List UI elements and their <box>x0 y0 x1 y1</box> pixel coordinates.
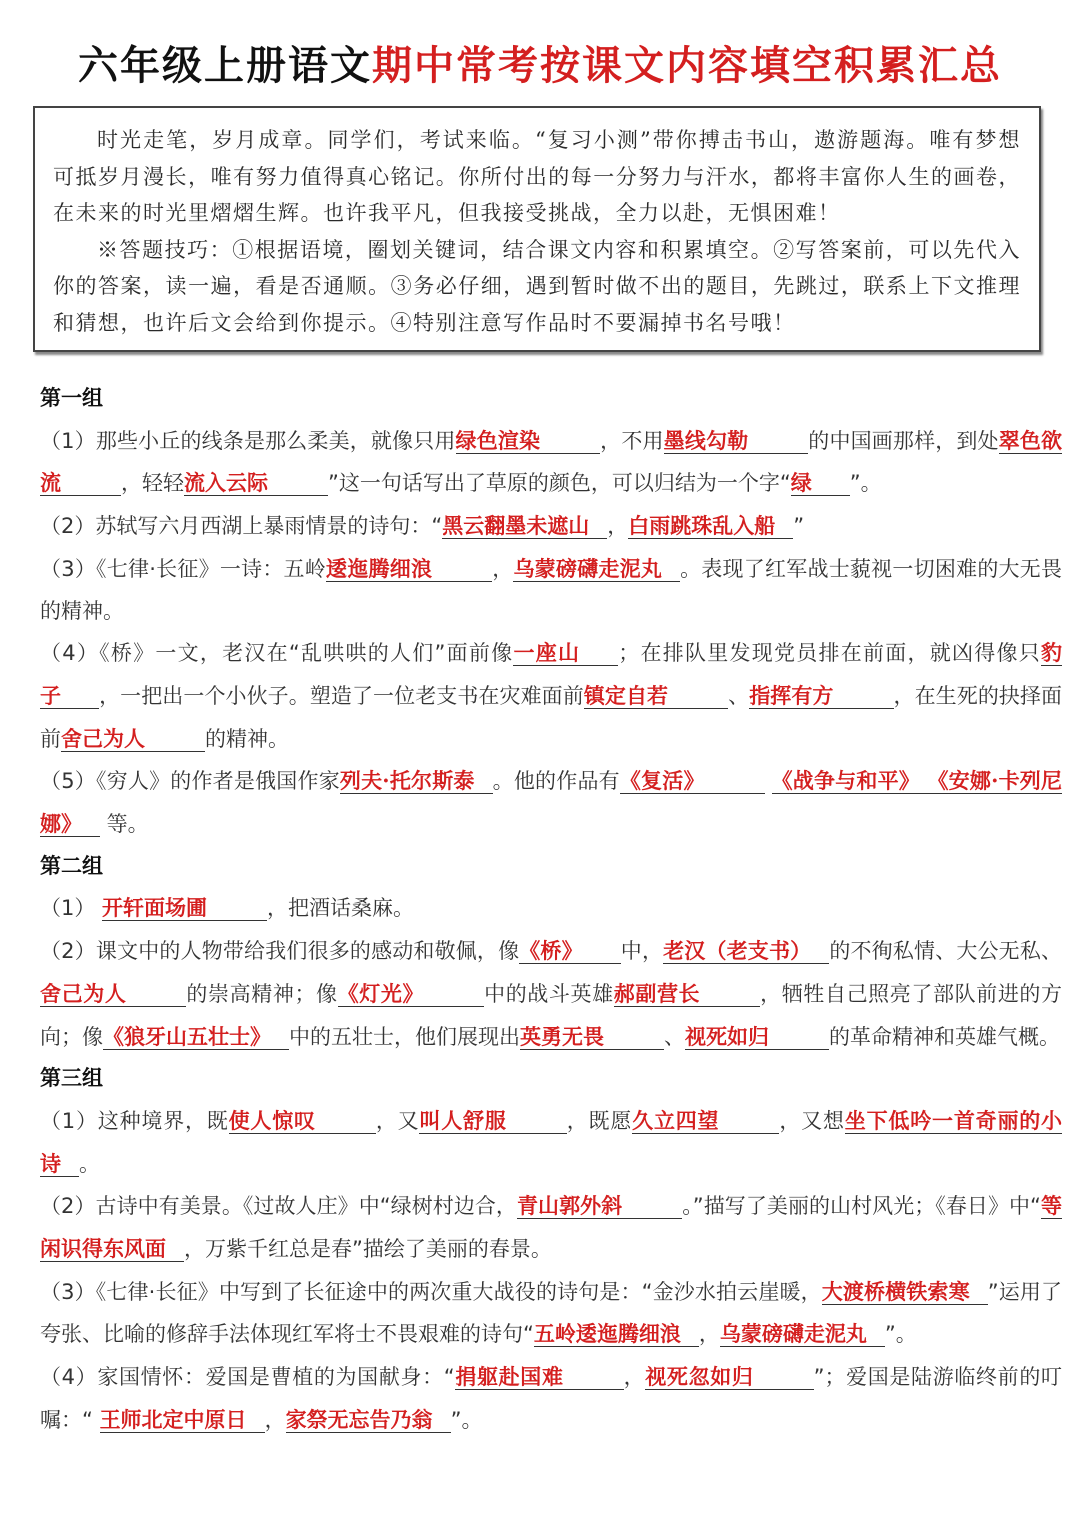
question-text: （1） <box>40 896 103 921</box>
answer-blank: 青山郭外斜 <box>517 1193 682 1219</box>
answer-blank: 使人惊叹 <box>229 1108 376 1134</box>
question <box>40 548 1062 632</box>
question-text: ，牺牲自己照亮了部队前进的方向；像 <box>40 981 1063 1049</box>
answer-blank: 老汉（老支书） <box>663 938 829 964</box>
question <box>40 1185 1062 1270</box>
question-text: （1）那些小丘的线条是那么柔美，就像只用 <box>40 428 456 453</box>
question-text: （3）《七律·长征》一诗：五岭 <box>40 556 327 581</box>
question-text: ”。 <box>450 1407 483 1432</box>
answer-blank: 叫人舒服 <box>419 1108 566 1134</box>
question-text: ，万紫千红总是春”描绘了美丽的春景。 <box>184 1237 552 1262</box>
answer-blank: 视死忽如归 <box>645 1364 813 1390</box>
question-text: 的崇高精神；像 <box>186 981 338 1006</box>
question-text: 。”描写了美丽的山村风光；《春日》中“ <box>682 1194 1041 1219</box>
answer-blank: 英勇无畏 <box>520 1024 664 1050</box>
question-text: 的中国画那样，到处 <box>808 428 999 453</box>
question <box>40 632 1062 760</box>
question-text: ”；爱国是陆游临终前的叮嘱：“ <box>40 1365 1062 1432</box>
answer-blank: 《战争与和平》 <box>772 768 938 794</box>
question-text: ，轻轻 <box>121 471 184 496</box>
question-text: ”这一句话写出了草原的颜色，可以归结为一个字“ <box>328 471 791 496</box>
answer-blank: 舍己为人 <box>40 981 186 1007</box>
title-red: 期中常考按课文内容填空积累汇总 <box>372 43 1002 89</box>
question-text: 、 <box>664 1024 685 1049</box>
question-text: 的不徇私情、大公无私、 <box>829 939 1063 964</box>
question-text: ， <box>607 514 629 539</box>
question-text: ，把酒话桑麻。 <box>267 896 415 921</box>
question-text: 的革命精神和英雄气概。 <box>829 1024 1060 1049</box>
answer-blank: 《狼牙山五壮士》 <box>103 1024 289 1050</box>
answer-blank: 绿 <box>791 470 850 496</box>
question-text: ；在排队里发现党员排在前面，就凶得像只 <box>618 641 1042 666</box>
answer-blank: 《桥》 <box>519 938 621 964</box>
question-text: ，又想 <box>779 1108 845 1133</box>
question <box>40 887 1062 930</box>
answer-blank: 翠色欲流 <box>40 427 1063 496</box>
question-text: ，在生死的抉择面前 <box>40 683 1063 751</box>
answer-blank: 豹子 <box>40 640 1063 708</box>
answer-blank: 镇定自若 <box>584 683 728 709</box>
answer-blank: 白雨跳珠乱入船 <box>628 513 793 539</box>
answer-blank: 乌蒙磅礴走泥丸 <box>513 556 680 582</box>
answer-blank: 墨线勾勒 <box>664 428 809 454</box>
question-text: 、 <box>728 683 750 708</box>
answer-blank: 黑云翻墨未遮山 <box>442 513 607 539</box>
answer-blank: 《安娜·卡列尼娜》 <box>40 768 1063 837</box>
answer-blank: 郝副营长 <box>614 981 760 1007</box>
question-text: （5）《穷人》的作者是俄国作家 <box>40 769 340 794</box>
question-text: 的精神。 <box>205 726 289 751</box>
question-text: 中的战斗英雄 <box>484 981 614 1006</box>
answer-blank: 《灯光》 <box>338 981 484 1007</box>
question-text: ， <box>264 1407 286 1432</box>
group-title: 第二组 <box>40 853 103 878</box>
question-text: ” <box>793 514 805 539</box>
question-text: 等。 <box>100 812 149 837</box>
answer-blank: 一座山 <box>513 640 618 666</box>
answer-blank: 舍己为人 <box>61 726 205 752</box>
answer-blank: 开轩面场圃 <box>102 895 267 921</box>
answer-blank: 流入云际 <box>184 470 328 496</box>
answer-blank: 视死如归 <box>685 1024 829 1050</box>
answer-blank: 大渡桥横铁索寒 <box>822 1279 988 1305</box>
question <box>40 930 1062 1058</box>
answer-blank: 久立四望 <box>632 1108 779 1134</box>
answer-blank: 乌蒙磅礴走泥丸 <box>720 1321 885 1347</box>
answer-blank: 五岭逶迤腾细浪 <box>534 1321 699 1347</box>
question-text: ， <box>698 1322 720 1347</box>
question-text: ，又 <box>375 1108 420 1133</box>
question-text: （4）《桥》一文，老汉在“乱哄哄的人们”面前像 <box>40 641 514 666</box>
question <box>40 1356 1062 1441</box>
answer-blank: 绿色渲染 <box>456 428 601 454</box>
question-text: ”。 <box>884 1322 917 1347</box>
question-text <box>765 769 772 793</box>
answer-blank: 捐躯赴国难 <box>455 1364 624 1390</box>
question-text: ”。 <box>849 471 882 496</box>
group-title: 第一组 <box>40 386 103 410</box>
question <box>40 1271 1062 1356</box>
exercise-content <box>40 378 1062 1442</box>
group-title: 第三组 <box>40 1066 103 1091</box>
question-text: ，一把出一个小伙子。塑造了一位老支书在灾难面前 <box>99 683 584 708</box>
question-text: （2）课文中的人物带给我们很多的感动和敬佩，像 <box>40 939 520 964</box>
answer-blank: 坐下低吟一首奇丽的小诗 <box>40 1107 1063 1176</box>
question-text: ”运用了夸张、比喻的修辞手法体现红军将士不畏艰难的诗句“ <box>40 1279 1063 1347</box>
question-text: ，不用 <box>600 428 664 453</box>
answer-blank: 家祭无忘告乃翁 <box>286 1407 451 1433</box>
intro-box <box>33 106 1041 352</box>
question <box>40 1100 1062 1185</box>
question-text: （2）苏轼写六月西湖上暴雨情景的诗句：“ <box>40 514 443 539</box>
question-text: 中， <box>620 939 664 964</box>
question-text: ，既愿 <box>566 1108 633 1133</box>
page-title <box>0 38 1080 94</box>
answer-blank: 王师北定中原日 <box>100 1407 265 1433</box>
question-text: ， <box>623 1365 646 1390</box>
question-text: 。表现了红军战士藐视一切困难的大无畏的精神。 <box>40 556 1063 623</box>
question-text: （1）这种境界，既 <box>40 1108 229 1133</box>
question-text: 中的五壮士，他们展现出 <box>289 1024 520 1049</box>
intro-paragraph: 时光走笔，岁月成章。同学们，考试来临。“复习小测”带你搏击书山，遨游题海。唯有梦想可抵岁月漫长，唯有努力值得真心铭记。你所付出的每一分努力与汗水，都将丰富你人生的画卷，在未来的时光里熠熠生辉。也许我平凡，但我接受挑战，全力以赴，无惧困难！ <box>53 128 1021 225</box>
title-black: 六年级上册语文 <box>78 43 372 89</box>
answer-blank: 《复活》 <box>620 768 765 794</box>
answer-blank: 列夫·托尔斯泰 <box>340 768 493 794</box>
question-text: 。 <box>79 1151 100 1176</box>
question <box>40 760 1062 845</box>
question-text: （3）《七律·长征》中写到了长征途中的两次重大战役的诗句是：“金沙水拍云崖暖， <box>40 1279 822 1304</box>
answer-blank: 逶迤腾细浪 <box>326 556 492 582</box>
question-text: （4）家国情怀：爱国是曹植的为国献身：“ <box>40 1365 455 1390</box>
question-text: ， <box>492 556 514 581</box>
question <box>40 505 1062 548</box>
question-text: 。他的作品有 <box>492 769 620 794</box>
answer-blank: 等闲识得东风面 <box>40 1193 1063 1262</box>
answer-blank: 指挥有方 <box>749 683 893 709</box>
tips-paragraph: ※答题技巧：①根据语境，圈划关键词，结合课文内容和积累填空。②写答案前，可以先代入你的答案，读一遍，看是否通顺。③务必仔细，遇到暂时做不出的题目，先跳过，联系上下文推理和猜想，也许后文会给到你提示。④特别注意写作品时不要漏掉书名号哦！ <box>53 237 1021 335</box>
question-text: （2）古诗中有美景。《过故人庄》中“绿树村边合， <box>40 1194 517 1219</box>
question <box>40 420 1062 505</box>
